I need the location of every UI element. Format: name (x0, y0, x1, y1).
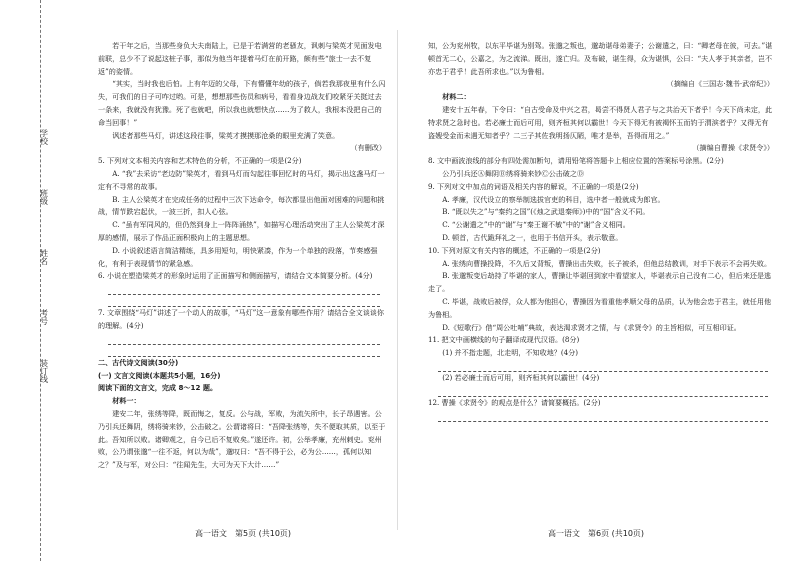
passage-paragraph: 讽述者那些马灯，讲述这段往事，梁英才摸摸那沧桑的眼里充满了笑意。 (112, 130, 340, 140)
source-note: （摘编自曹操《求贤令》） (692, 143, 774, 153)
answer-line[interactable] (438, 410, 768, 422)
answer-line[interactable] (108, 333, 380, 345)
answer-line[interactable] (438, 385, 768, 397)
passage-paragraph: 若干年之后，当那些身负大夫南陆上，已是于若满营的老骚友，讽刺与梁英才见面发电前联，总少不了说起这桩子事，那似为他当年提着马灯在前开路，颇有些“旅士一去不复返”的姿情。 (98, 41, 382, 76)
question-5: 5. 下列对文本相关内容和艺术特色的分析，不正确的一项是(2分) (98, 156, 302, 166)
option-b: B. 主人公梁英才在完成任务的过程中三次下达命令，每次都显出他面对困难的问题和挑战，情节跌宕起伏，一波三折，扣人心弦。 (98, 194, 385, 217)
question-12: 12. 曹操《求贤令》的观点是什么？请简要概括。(2分) (428, 397, 601, 407)
reading-instruction: 阅读下面的文言文，完成 8～12 题。 (98, 383, 218, 393)
option-b: B. 张邈叛变后劫持了毕谌的家人，曹操让毕谌回到家中看望家人，毕谌表示自己没有二心，但后来还是逃走了。 (428, 271, 772, 294)
material-1-text: 建安二年，张绣等降，既而悔之，复反。公与战，军败，为流矢所中，长子昂遇害。公乃引兵还舞阴，绣将骑来钞，公击破之。公谓诸将曰：“吾降张绣等，失不便取其质，以至于此。吾知所以败。诸卿观之，自今已后不复败矣。”遂还许。初，公举孝廉，充州刺史。兖州败，公乃谓张邈“一往不返，何以为哉”，邈叹曰：“吾不得于公，必为公……，孤何以知之？”及与军，对公曰：“往闻先生，大可为天下大计……” (98, 408, 386, 470)
option-d: D.《短歌行》借“周公吐哺”典故，表达渴求贤才之情，与《求贤令》的主旨相似，可互相印证。 (442, 322, 741, 332)
answer-line[interactable] (438, 360, 768, 372)
section-heading: 二、古代诗文阅读(30分) (98, 357, 179, 367)
question-8-sentence: 公乃引兵还Ⓐ舞阴Ⓑ绣将骑来钞Ⓒ公击破之Ⓓ (442, 168, 585, 178)
option-a: A. “我”去采访“老边防”梁英才，看到马灯而勾起往事回忆时的马灯，揭示出这盏马灯一定有不寻常的故事。 (98, 168, 385, 191)
option-c: C. 毕谌，战败后被俘，众人都为他担心，曹操因为看重他孝顺父母的品质，认为他会忠于君主，就任用他为鲁相。 (428, 296, 772, 319)
binding-line (40, 0, 41, 561)
answer-line[interactable] (108, 295, 380, 307)
answer-line[interactable] (108, 345, 380, 357)
material-2-text: 建安十五年春，下令曰：“自古受命及中兴之君，曷尝不得贤人君子与之共治天下者乎！今天下尚未定，此特求贤之急时也。若必廉士而后可用，则齐桓其何以霸世！今天下得无有被褐怀玉而钓于渭滨者乎？又得无有盗嫂受金而未遇无知者乎？二三子其佐我明扬仄陋，唯才是举，吾得而用之。” (428, 104, 773, 140)
material-2-label: 材料二： (442, 92, 471, 102)
option-b: B. “既以失之”与“秦约之国”(《烛之武退秦师》)中的“国”含义不同。 (442, 207, 650, 217)
question-8: 8. 文中画波浪线的部分有四处需加断句，请用铅笔将答题卡上相应位置的答案标号涂黑。(2分) (428, 156, 724, 166)
question-7: 7. 文章围绕“马灯”讲述了一个动人的故事，“马灯”这一意象有哪些作用？请结合全文谈谈你的理解。(4分) (98, 308, 384, 330)
binding-label-name: 姓名 (40, 249, 48, 266)
question-10: 10. 下列对原文有关内容的概述，不正确的一项是(2分) (428, 245, 601, 255)
page-5-column (98, 40, 386, 472)
question-6: 6. 小说在塑造梁英才的形象时运用了正面描写和侧面描写，请结合文本简要分析。(4分) (98, 271, 373, 281)
source-note: （有删改） (350, 143, 386, 153)
option-c: C. “公谢遣之”中的“谢”与“秦王谢不敏”中的“谢”含义相同。 (442, 220, 630, 230)
material-1-continued: 知，公为兖州牧，以东平毕谌为别驾。张邈之叛也，邈劫谌母弟妻子；公谢遣之，曰：“卿老母在彼，可去。”谌顿首无二心，公嘉之，为之流涕。既出，遂亡归。及布破，谌生得，众为谌惧，公曰：“夫人孝于其亲者，岂不亦忠于君乎！此吾所求也。”以为鲁相。 (428, 41, 773, 76)
binding-label-seal: 装订线 (40, 359, 48, 384)
binding-label-school: 学校 (40, 129, 48, 146)
page-divider (397, 30, 398, 530)
option-a: A. 张绣向曹操投降，不久后又背叛，曹操出击失败，长子被杀，但他总结教训，对手下表示不会再失败。 (442, 258, 772, 268)
source-note: （摘编自《三国志·魏书·武帝纪》） (666, 79, 774, 89)
page-6-column (428, 40, 774, 422)
question-11-part-2: (2) 若必廉士而后可用，则齐桓其何以霸世！(4分) (442, 372, 600, 382)
option-d: D. 小说叙述语言简洁精练，具多用短句，明快紧凑，作为一个单独的段落，节奏感强化，有利于表现情节的紧急感。 (98, 245, 378, 268)
binding-label-class: 班级 (40, 189, 48, 206)
answer-line[interactable] (108, 283, 380, 295)
page-footer: 高一语文 第6页 (共10页) (548, 529, 645, 538)
page-footer: 高一语文 第5页 (共10页) (195, 529, 292, 538)
option-a: A. 孝廉，汉代设立的察举制选拔官吏的科目，选中者一般就成为郎官。 (442, 194, 665, 204)
material-1-label: 材料一： (112, 396, 141, 406)
option-c: C. “虽有军同风的，但仍然到身上一阵阵涌热”，如描写心理活动突出了主人公梁英才深厚的感情，展示了作品正面积极向上的主题思想。 (98, 220, 385, 242)
option-d: D. 顿首，古代跪拜礼之一，也用于书信开头，表示敬意。 (442, 232, 623, 242)
binding-label-id: 考号 (40, 309, 48, 326)
question-9: 9. 下列对文中加点的词语及相关内容的解说，不正确的一项是(2分) (428, 181, 639, 191)
passage-paragraph: “其实，当时我也后怕。上有年迈的父母，下有懵懂年幼的孩子，倘若我那夜里有什么闪失，可我们的日子可咋过哟。可是，想想那些伤员和病号，看看身边战友们咬紧牙关挺过去一条来，我就没有犹豫。死了也就吧，所以我也就想快点……为了救人，我根本没把自己的命当回事！” (98, 79, 386, 127)
question-11-part-1: (1) 并不指走题，北走明，不知收地？(4分) (442, 348, 579, 358)
question-11: 11. 把文中画横线的句子翻译成现代汉语。(8分) (428, 335, 580, 345)
subsection-heading: (一) 文言文阅读(本题共5小题，16分) (98, 370, 221, 380)
